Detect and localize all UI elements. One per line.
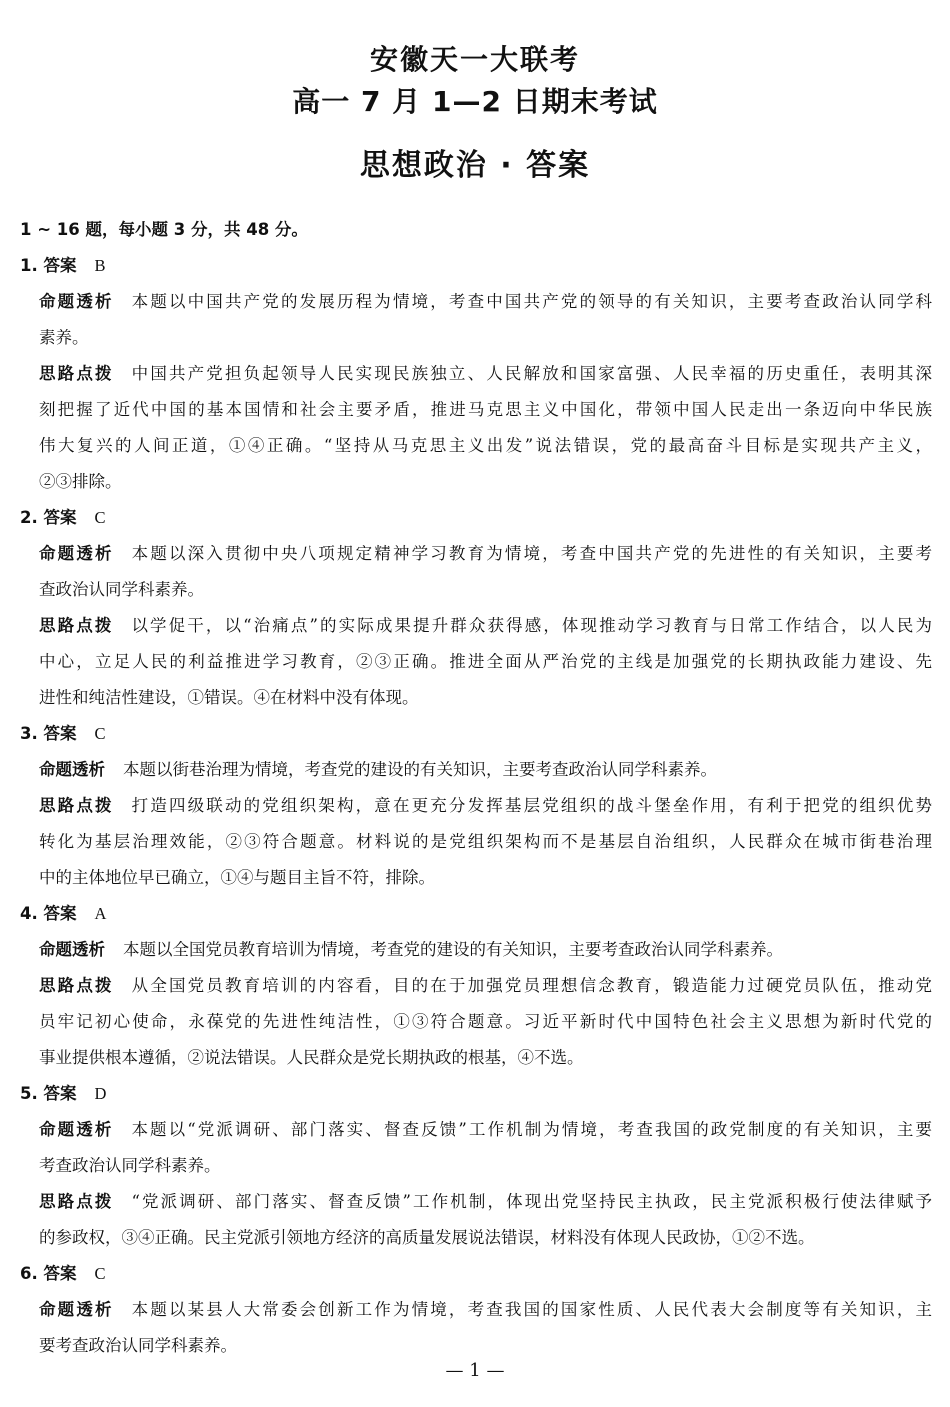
analysis-label: 命题透析 bbox=[39, 1300, 114, 1319]
reasoning-line: 进性和纯洁性建设，①错误。④在材料中没有体现。 bbox=[39, 688, 419, 707]
question-3-answer bbox=[20, 716, 932, 752]
reasoning-line: 伟大复兴的人间正道，①④正确。“坚持从马克思主义出发”说法错误，党的最高奋斗目标是实现共产主义， bbox=[39, 436, 932, 455]
reasoning-label: 思路点拨 bbox=[39, 616, 114, 635]
question-6-answer bbox=[20, 1256, 932, 1292]
analysis-label: 命题透析 bbox=[39, 940, 105, 959]
reasoning-line: 思路点拨 打造四级联动的党组织架构，意在更充分发挥基层党组织的战斗堡垒作用，有利于把党的组织优势 bbox=[39, 796, 932, 815]
analysis-line: 命题透析 本题以某县人大常委会创新工作为情境，考查我国的国家性质、人民代表大会制度等有关知识，主 bbox=[39, 1300, 932, 1319]
analysis-label: 命题透析 bbox=[39, 292, 114, 311]
reasoning-line: 中心，立足人民的利益推进学习教育，②③正确。推进全面从严治党的主线是加强党的长期执政能力建设、先 bbox=[39, 652, 932, 671]
reasoning-label: 思路点拨 bbox=[39, 364, 114, 383]
page-number: — 1 — bbox=[445, 1360, 505, 1381]
question-1-answer bbox=[20, 248, 932, 284]
question-4-answer bbox=[20, 896, 932, 932]
answer-letter: A bbox=[94, 904, 107, 923]
analysis-line: 命题透析 本题以深入贯彻中央八项规定精神学习教育为情境，考查中国共产党的先进性的有关知识，主要考 bbox=[39, 544, 932, 563]
exam-org-title: 安徽天一大联考 bbox=[369, 43, 580, 76]
answer-heading: 1. 答案 bbox=[20, 256, 77, 275]
answer-letter: C bbox=[94, 724, 106, 743]
answer-heading: 6. 答案 bbox=[20, 1264, 77, 1283]
question-5-answer bbox=[20, 1076, 932, 1112]
analysis-line: 命题透析 本题以中国共产党的发展历程为情境，考查中国共产党的领导的有关知识，主要考查政治认同学科 bbox=[39, 292, 932, 311]
reasoning-line: 思路点拨 以学促干，以“治痛点”的实际成果提升群众获得感，体现推动学习教育与日常工作结合，以人民为 bbox=[39, 616, 932, 635]
analysis-line: 命题透析 本题以“党派调研、部门落实、督查反馈”工作机制为情境，考查我国的政党制度的有关知识，主要 bbox=[39, 1120, 932, 1139]
analysis-label: 命题透析 bbox=[39, 544, 114, 563]
analysis-line: 命题透析 本题以街巷治理为情境，考查党的建设的有关知识，主要考查政治认同学科素养。 bbox=[39, 760, 717, 779]
reasoning-label: 思路点拨 bbox=[39, 1192, 114, 1211]
reasoning-line: 员牢记初心使命，永葆党的先进性纯洁性，①③符合题意。习近平新时代中国特色社会主义思想为新时代党的 bbox=[39, 1012, 932, 1031]
reasoning-line: 思路点拨 从全国党员教育培训的内容看，目的在于加强党员理想信念教育，锻造能力过硬党员队伍，推动党 bbox=[39, 976, 932, 995]
answer-heading: 3. 答案 bbox=[20, 724, 77, 743]
analysis-label: 命题透析 bbox=[39, 1120, 114, 1139]
reasoning-line: 中的主体地位早已确立，①④与题目主旨不符，排除。 bbox=[39, 868, 435, 887]
analysis-line: 查政治认同学科素养。 bbox=[39, 580, 204, 599]
reasoning-label: 思路点拨 bbox=[39, 796, 114, 815]
answer-letter: D bbox=[94, 1084, 107, 1103]
answer-letter: C bbox=[94, 1264, 106, 1283]
analysis-line: 素养。 bbox=[39, 328, 89, 347]
analysis-line: 考查政治认同学科素养。 bbox=[39, 1156, 221, 1175]
reasoning-line: 转化为基层治理效能，②③符合题意。材料说的是党组织架构而不是基层自治组织，人民群众在城市街巷治理 bbox=[39, 832, 932, 851]
analysis-line: 命题透析 本题以全国党员教育培训为情境，考查党的建设的有关知识，主要考查政治认同学科素养。 bbox=[39, 940, 783, 959]
answer-content bbox=[20, 212, 932, 1364]
answer-letter: B bbox=[94, 256, 106, 275]
answer-heading: 4. 答案 bbox=[20, 904, 77, 923]
subject-title: 思想政治 · 答案 bbox=[359, 148, 591, 183]
reasoning-line: 刻把握了近代中国的基本国情和社会主要矛盾，推进马克思主义中国化，带领中国人民走出一条迈向中华民族 bbox=[39, 400, 932, 419]
question-2-answer bbox=[20, 500, 932, 536]
answer-heading: 2. 答案 bbox=[20, 508, 77, 527]
exam-name-title: 高一 7 月 1—2 日期末考试 bbox=[292, 85, 658, 118]
reasoning-line: 思路点拨 “党派调研、部门落实、督查反馈”工作机制，体现出党坚持民主执政，民主党派积极行使法律赋予 bbox=[39, 1192, 932, 1211]
answer-heading: 5. 答案 bbox=[20, 1084, 77, 1103]
analysis-line: 要考查政治认同学科素养。 bbox=[39, 1336, 237, 1355]
reasoning-line: ②③排除。 bbox=[39, 472, 122, 491]
reasoning-line: 事业提供根本遵循，②说法错误。人民群众是党长期执政的根基，④不选。 bbox=[39, 1048, 584, 1067]
analysis-label: 命题透析 bbox=[39, 760, 105, 779]
reasoning-line: 思路点拨 中国共产党担负起领导人民实现民族独立、人民解放和国家富强、人民幸福的历史重任，表明其深 bbox=[39, 364, 932, 383]
answer-letter: C bbox=[94, 508, 106, 527]
reasoning-line: 的参政权，③④正确。民主党派引领地方经济的高质量发展说法错误，材料没有体现人民政协，①②不选。 bbox=[39, 1228, 815, 1247]
score-intro: 1 ~ 16 题，每小题 3 分，共 48 分。 bbox=[20, 220, 308, 239]
reasoning-label: 思路点拨 bbox=[39, 976, 114, 995]
